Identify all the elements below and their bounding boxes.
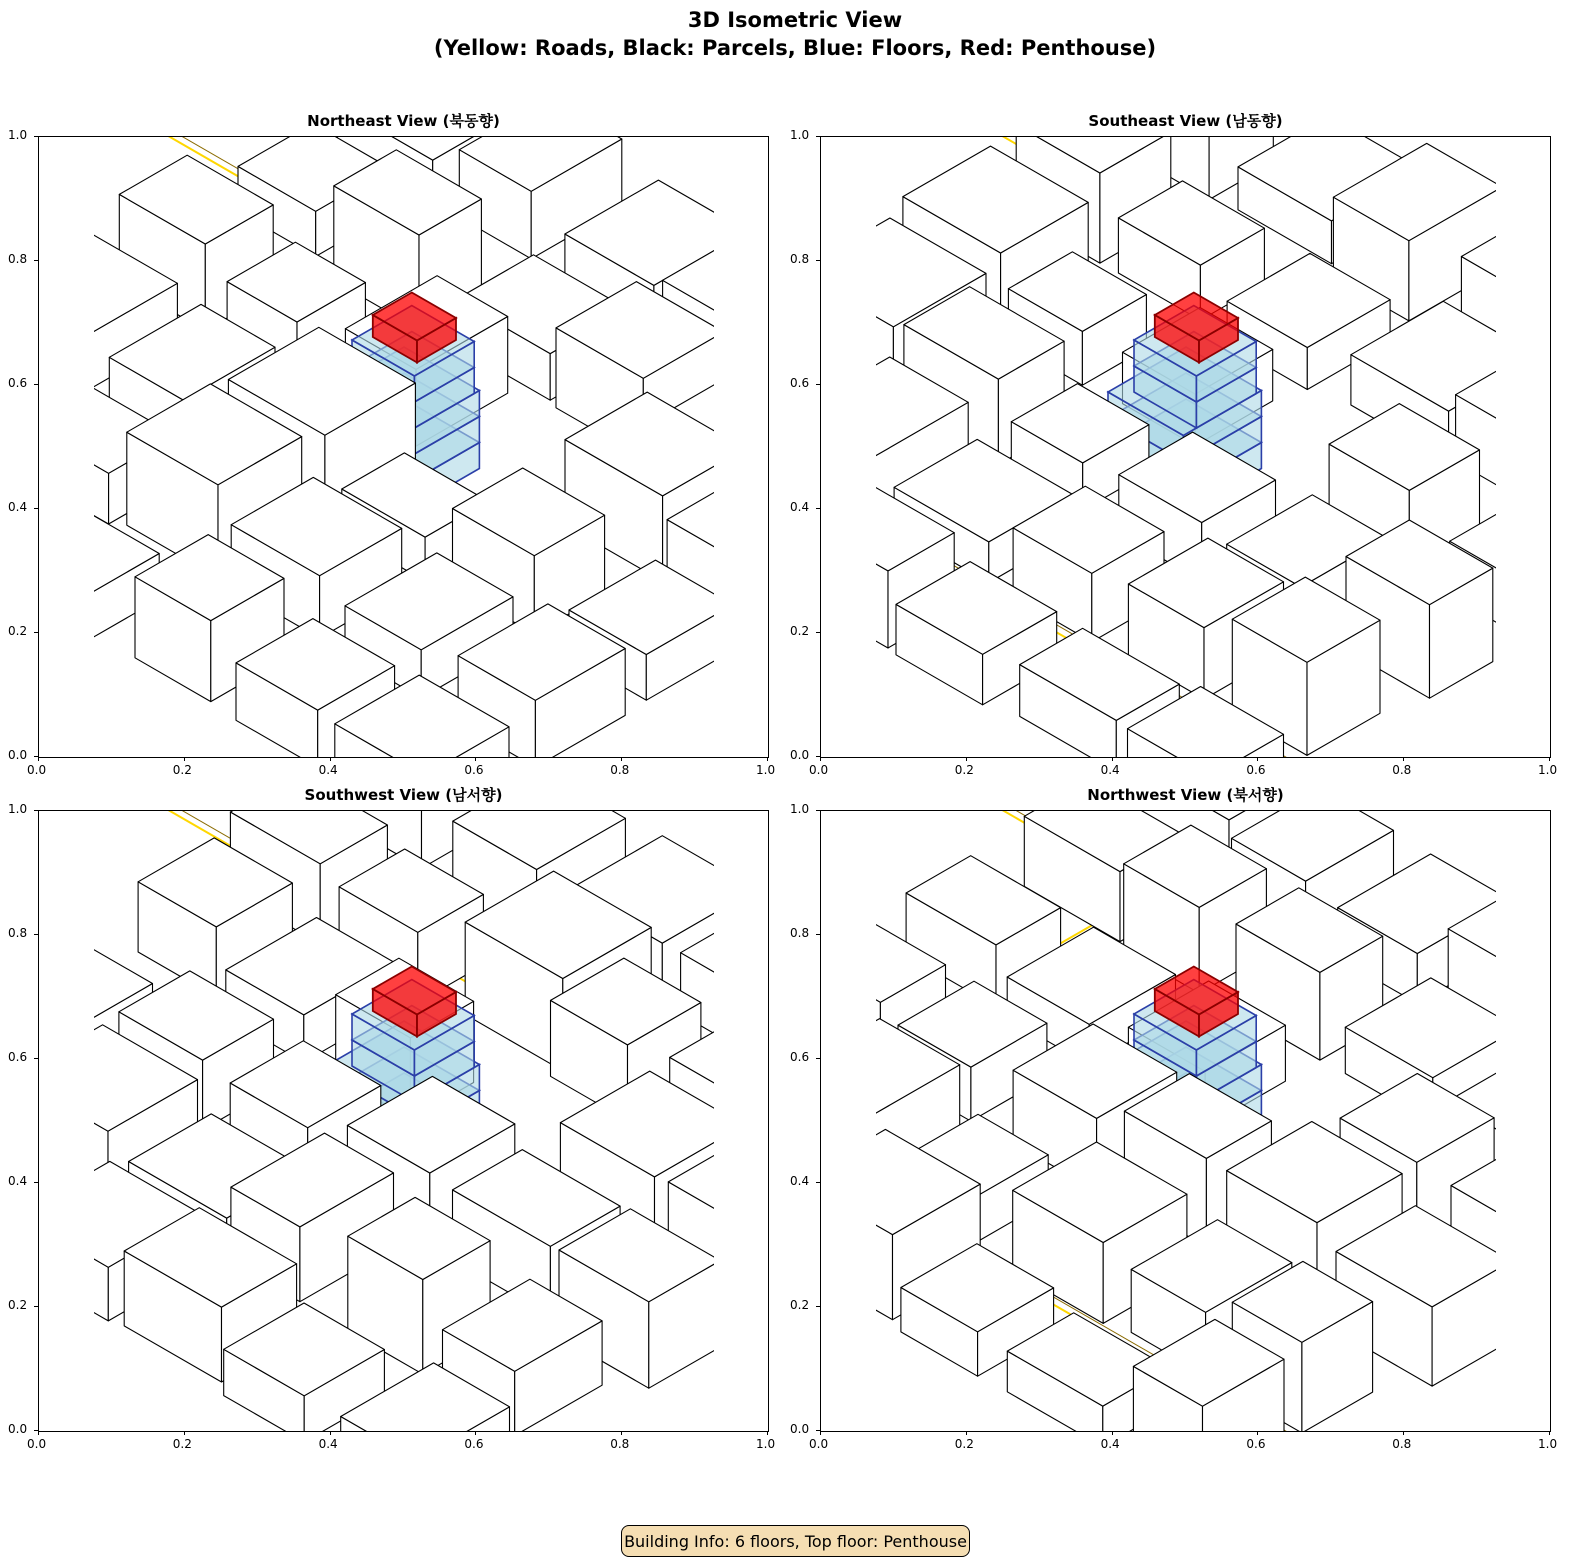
x-tick-mark (330, 1431, 331, 1435)
y-tick-label: 0.2 (8, 1298, 28, 1312)
y-tick-mark (34, 1058, 38, 1059)
x-tick-label: 0.2 (172, 763, 192, 777)
x-tick-label: 0.0 (809, 1437, 829, 1451)
x-tick-label: 0.6 (1246, 763, 1266, 777)
x-tick-label: 0.2 (954, 763, 974, 777)
x-tick-label: 0.8 (1392, 763, 1412, 777)
y-tick-mark (816, 1058, 820, 1059)
block-face (1525, 543, 1550, 639)
y-tick-mark (34, 508, 38, 509)
axes-southeast (820, 136, 1551, 758)
x-tick-label: 0.4 (1100, 763, 1120, 777)
block-face (39, 546, 88, 640)
axes-southwest (38, 810, 769, 1432)
axes-northeast (38, 136, 769, 758)
x-tick-mark (621, 757, 622, 761)
y-tick-mark (816, 384, 820, 385)
block-face (821, 1027, 857, 1130)
figure-title-line2: (Yellow: Roads, Black: Parcels, Blue: Floors, Red: Penthouse) (433, 36, 1157, 60)
x-tick-label: 0.4 (318, 1437, 338, 1451)
x-tick-label: 0.4 (1100, 1437, 1120, 1451)
x-tick-mark (1112, 757, 1113, 761)
y-tick-label: 0.6 (790, 1050, 810, 1064)
x-tick-label: 0.0 (27, 1437, 47, 1451)
y-tick-mark (34, 260, 38, 261)
x-tick-mark (475, 1431, 476, 1435)
x-tick-mark (966, 757, 967, 761)
scene-content (821, 811, 1550, 1431)
y-tick-mark (34, 1306, 38, 1307)
x-tick-mark (767, 1431, 768, 1435)
block-face (821, 954, 880, 1067)
x-tick-label: 0.6 (1246, 1437, 1266, 1451)
x-tick-mark (475, 757, 476, 761)
x-tick-label: 1.0 (1538, 1437, 1558, 1451)
axes-northwest (820, 810, 1551, 1432)
y-tick-label: 0.0 (8, 1422, 28, 1436)
x-tick-label: 0.0 (809, 763, 829, 777)
y-tick-mark (34, 384, 38, 385)
x-tick-mark (820, 1431, 821, 1435)
x-tick-mark (621, 1431, 622, 1435)
block-face (39, 285, 87, 391)
x-tick-label: 0.2 (172, 1437, 192, 1451)
y-tick-label: 0.4 (790, 500, 810, 514)
x-tick-mark (767, 757, 768, 761)
y-tick-label: 1.0 (790, 802, 810, 816)
x-tick-label: 1.0 (756, 763, 776, 777)
x-tick-mark (966, 1431, 967, 1435)
y-tick-label: 0.0 (790, 748, 810, 762)
block-face (1537, 248, 1550, 387)
x-tick-label: 0.6 (464, 763, 484, 777)
x-tick-mark (1403, 1431, 1404, 1435)
y-tick-mark (34, 1430, 38, 1431)
x-tick-label: 0.8 (610, 763, 630, 777)
block-face (821, 1068, 874, 1181)
scene-content (39, 811, 768, 1431)
y-tick-label: 0.8 (8, 252, 28, 266)
block-face (1527, 1110, 1550, 1193)
block-face (744, 1185, 768, 1319)
block-face (821, 318, 844, 405)
y-tick-label: 0.4 (8, 500, 28, 514)
scene-southwest (39, 811, 768, 1431)
x-tick-mark (1403, 757, 1404, 761)
y-tick-mark (34, 756, 38, 757)
y-tick-label: 0.4 (790, 1174, 810, 1188)
block-face (39, 1059, 89, 1164)
y-tick-mark (816, 1430, 820, 1431)
y-tick-mark (34, 632, 38, 633)
y-tick-mark (816, 260, 820, 261)
x-tick-mark (1549, 757, 1550, 761)
x-tick-label: 0.6 (464, 1437, 484, 1451)
y-tick-label: 0.6 (8, 1050, 28, 1064)
x-tick-mark (184, 757, 185, 761)
x-tick-mark (1112, 1431, 1113, 1435)
y-tick-label: 0.2 (790, 1298, 810, 1312)
y-tick-label: 0.2 (790, 624, 810, 638)
x-tick-mark (184, 1431, 185, 1435)
figure-title (0, 6, 1590, 62)
parcel-block (39, 410, 74, 586)
x-tick-label: 0.8 (610, 1437, 630, 1451)
x-tick-label: 0.0 (27, 763, 47, 777)
x-tick-mark (1257, 1431, 1258, 1435)
x-tick-mark (1257, 757, 1258, 761)
y-tick-mark (816, 810, 820, 811)
panel-title-northeast: Northeast View (북동향) (307, 112, 500, 130)
y-tick-label: 1.0 (790, 128, 810, 142)
block-face (758, 1059, 768, 1193)
y-tick-label: 0.0 (8, 748, 28, 762)
block-face (39, 461, 74, 586)
block-face (821, 402, 840, 495)
y-tick-label: 1.0 (8, 128, 28, 142)
y-tick-mark (816, 756, 820, 757)
y-tick-mark (34, 1182, 38, 1183)
block-face (39, 410, 74, 510)
x-tick-label: 0.4 (318, 763, 338, 777)
y-tick-label: 0.4 (8, 1174, 28, 1188)
block-face (746, 279, 768, 386)
y-tick-label: 0.0 (790, 1422, 810, 1436)
x-tick-mark (820, 757, 821, 761)
panel-title-southeast: Southeast View (남동향) (1088, 112, 1283, 130)
scene-content (821, 137, 1550, 757)
y-tick-mark (816, 1306, 820, 1307)
block-face (39, 349, 71, 450)
panel-title-southwest: Southwest View (남서향) (304, 786, 503, 804)
scene-northwest (821, 811, 1550, 1431)
block-face (737, 419, 768, 508)
parcel-block (821, 1115, 870, 1261)
block-face (1538, 943, 1550, 1072)
scene-northeast (39, 137, 768, 757)
y-tick-mark (34, 810, 38, 811)
y-tick-mark (816, 508, 820, 509)
block-face (39, 977, 89, 1063)
y-tick-mark (816, 1182, 820, 1183)
block-face (821, 455, 840, 581)
panel-title-northwest: Northwest View (북서향) (1087, 786, 1284, 804)
block-face (821, 976, 857, 1068)
y-tick-label: 0.8 (790, 252, 810, 266)
building-info-box: Building Info: 6 floors, Top floor: Penthouse (621, 1525, 970, 1557)
x-tick-label: 1.0 (756, 1437, 776, 1451)
block-face (1527, 1189, 1550, 1306)
x-tick-label: 0.2 (954, 1437, 974, 1451)
block-face (39, 307, 71, 400)
y-tick-mark (34, 934, 38, 935)
parcel-block (821, 318, 844, 459)
scene-southeast (821, 137, 1550, 757)
block-face (821, 368, 844, 458)
block-face (39, 1114, 89, 1258)
y-tick-label: 0.2 (8, 624, 28, 638)
x-tick-label: 1.0 (1538, 763, 1558, 777)
figure-title-line1: 3D Isometric View (687, 8, 903, 32)
y-tick-label: 1.0 (8, 802, 28, 816)
parcel-block (39, 984, 53, 1123)
y-tick-label: 0.6 (790, 376, 810, 390)
y-tick-mark (34, 136, 38, 137)
x-tick-mark (330, 757, 331, 761)
y-tick-label: 0.8 (790, 926, 810, 940)
y-tick-mark (816, 136, 820, 137)
x-tick-mark (38, 1431, 39, 1435)
block-face (742, 521, 768, 633)
parcel-block (821, 976, 857, 1131)
block-face (39, 984, 53, 1064)
block-face (39, 1026, 53, 1123)
x-tick-label: 0.8 (1392, 1437, 1412, 1451)
y-tick-label: 0.6 (8, 376, 28, 390)
parcel-block (39, 1059, 89, 1258)
block-face (821, 411, 875, 512)
x-tick-mark (38, 757, 39, 761)
block-face (821, 1172, 870, 1262)
parcel-block (821, 402, 840, 581)
x-tick-mark (1549, 1431, 1550, 1435)
y-tick-mark (816, 934, 820, 935)
y-tick-mark (816, 632, 820, 633)
block-face (821, 1115, 870, 1214)
parcel-block (39, 307, 71, 450)
y-tick-label: 0.8 (8, 926, 28, 940)
scene-content (39, 137, 768, 757)
